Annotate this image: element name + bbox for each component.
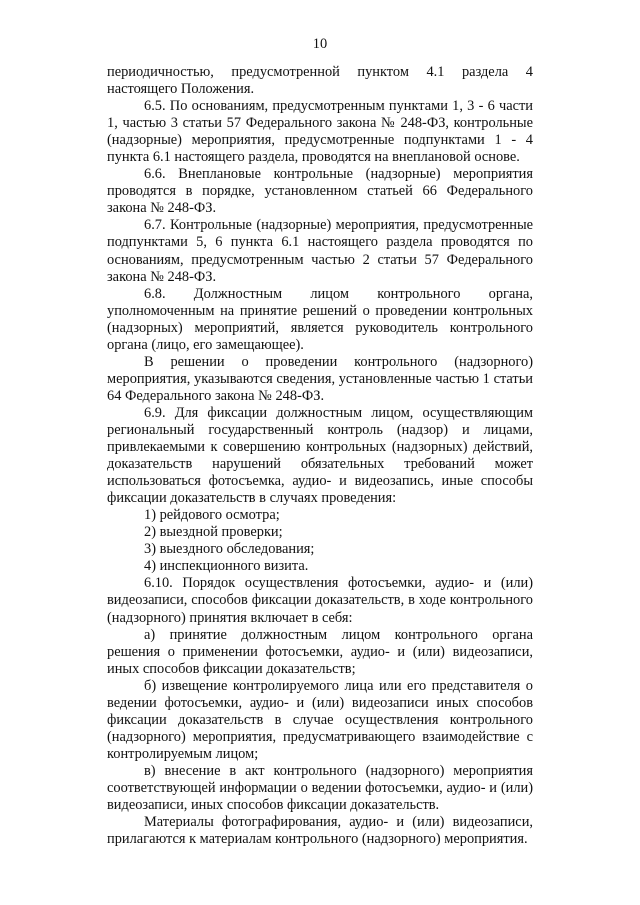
list-item-field-check: 2) выездной проверки; (144, 524, 283, 541)
paragraph-6-7: 6.7. Контрольные (надзорные) мероприятия, предусмотренные подпунктами 5, 6 пункта 6.1 настоящего раздела проводятся по основаниям, предусмотренным частью 2 статьи 57 Федерального закона № 248-ФЗ. (107, 217, 533, 285)
paragraph-decision-info: В решении о проведении контрольного (надзорного) мероприятия, указываются сведения, установленные частью 1 статьи 64 Федерального закона № 248-ФЗ. (107, 353, 533, 404)
paragraph-6-5: 6.5. По основаниям, предусмотренным пунктами 1, 3 - 6 части 1, частью 3 статьи 57 Федерального закона № 248-ФЗ, контрольные (надзорные) мероприятия, предусмотренные подпунктами 1 - 4 пункта 6.1 настоящего раздела, проводятся на внеплановой основе. (107, 98, 533, 166)
document-body (107, 64, 533, 848)
list-item-field-survey: 3) выездного обследования; (144, 541, 315, 558)
paragraph-6-8: 6.8. Должностным лицом контрольного органа, уполномоченным на принятие решений о проведении контрольных (надзорных) мероприятий, является руководитель контрольного органа (лицо, его замещающее). (107, 285, 533, 353)
list-item-v: в) внесение в акт контрольного (надзорного) мероприятия соответствующей информации о ведении фотосъемки, аудио- и (или) видеозаписи, иных способов фиксации доказательств. (107, 762, 533, 814)
list-item-a: а) принятие должностным лицом контрольного органа решения о применении фотосъемки, аудио- и (или) видеозаписи, иных способов фиксации доказательств; (107, 626, 533, 677)
page-number: 10 (312, 36, 328, 52)
paragraph-continuation: периодичностью, предусмотренной пунктом 4.1 раздела 4 настоящего Положения. (107, 64, 533, 98)
paragraph-6-9: 6.9. Для фиксации должностным лицом, осуществляющим региональный государственный контроль (надзор) и лицами, привлекаемыми к совершению контрольных (надзорных) действий, доказательств нарушений обязательных требований может использоваться фотосъемка, аудио- и видеозапись, иные способы фиксации доказательств в случаях проведения: (107, 404, 533, 507)
paragraph-6-10: 6.10. Порядок осуществления фотосъемки, аудио- и (или) видеозаписи, способов фиксации доказательств, в ходе контрольного (надзорного) принятия включает в себя: (107, 575, 533, 626)
paragraph-materials: Материалы фотографирования, аудио- и (или) видеозаписи, прилагаются к материалам контрольного (надзорного) мероприятия. (107, 814, 533, 848)
list-item-raid-inspection: 1) рейдового осмотра; (144, 507, 280, 524)
paragraph-6-6: 6.6. Внеплановые контрольные (надзорные) мероприятия проводятся в порядке, установленном статьей 66 Федерального закона № 248-ФЗ. (107, 166, 533, 217)
list-item-b: б) извещение контролируемого лица или его представителя о ведении фотосъемки, аудио- и (или) видеозаписи иных способов фиксации доказательств в случае осуществления контрольного (надзорного) мероприятия, предусматривающего взаимодействие с контролируемым лицом; (107, 677, 533, 762)
list-item-inspection-visit: 4) инспекционного визита. (144, 558, 309, 575)
